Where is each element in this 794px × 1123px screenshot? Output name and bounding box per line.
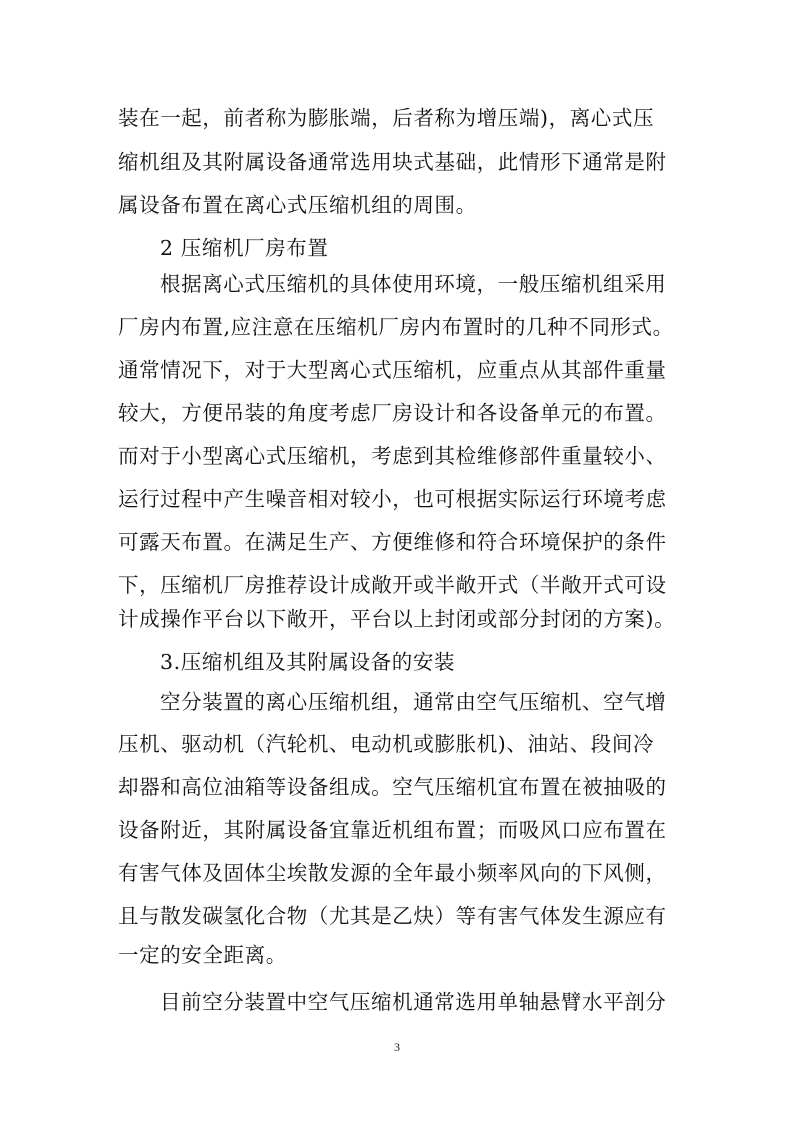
text-line-13: 计成操作平台以下敞开，平台以上封闭或部分封闭的方案)。 <box>118 607 676 631</box>
text-line-2: 缩机组及其附属设备通常选用块式基础，此情形下通常是附 <box>118 150 667 174</box>
text-line-11: 可露天布置。在满足生产、方便维修和符合环境保护的条件 <box>118 530 667 554</box>
text-line-3: 属设备布置在离心式压缩机组的周围。 <box>118 193 477 217</box>
text-line-21: 一定的安全距离。 <box>118 943 287 967</box>
text-line-12: 下，压缩机厂房推荐设计成敞开或半敞开式（半敞开式可设 <box>118 573 667 597</box>
page-number: 3 <box>394 1040 400 1054</box>
section-heading-2: 2 压缩机厂房布置 <box>160 236 329 260</box>
text-line-10: 运行过程中产生噪音相对较小，也可根据实际运行环境考虑 <box>118 487 667 511</box>
text-line-15: 空分装置的离心压缩机组，通常由空气压缩机、空气增 <box>160 690 667 714</box>
text-line-22: 目前空分装置中空气压缩机通常选用单轴悬臂水平剖分 <box>160 990 667 1014</box>
text-line-8: 较大，方便吊装的角度考虑厂房设计和各设备单元的布置。 <box>118 401 667 425</box>
text-line-7: 通常情况下，对于大型离心式压缩机，应重点从其部件重量 <box>118 358 667 382</box>
text-line-5: 根据离心式压缩机的具体使用环境，一般压缩机组采用 <box>160 272 667 296</box>
text-line-1: 装在一起，前者称为膨胀端，后者称为增压端)，离心式压 <box>118 106 655 130</box>
text-line-9: 而对于小型离心式压缩机，考虑到其检维修部件重量较小、 <box>118 444 667 468</box>
text-line-18: 设备附近，其附属设备宜靠近机组布置；而吸风口应布置在 <box>118 818 667 842</box>
text-line-6: 厂房内布置,应注意在压缩机厂房内布置时的几种不同形式。 <box>118 315 674 339</box>
text-line-16: 压机、驱动机（汽轮机、电动机或膨胀机)、油站、段间冷 <box>118 732 655 756</box>
text-line-19: 有害气体及固体尘埃散发源的全年最小频率风向的下风侧， <box>118 861 667 885</box>
text-line-17: 却器和高位油箱等设备组成。空气压缩机宜布置在被抽吸的 <box>118 775 667 799</box>
text-line-20: 且与散发碳氢化合物（尤其是乙炔）等有害气体发生源应有 <box>118 904 667 928</box>
section-heading-3: 3.压缩机组及其附属设备的安装 <box>160 650 456 674</box>
